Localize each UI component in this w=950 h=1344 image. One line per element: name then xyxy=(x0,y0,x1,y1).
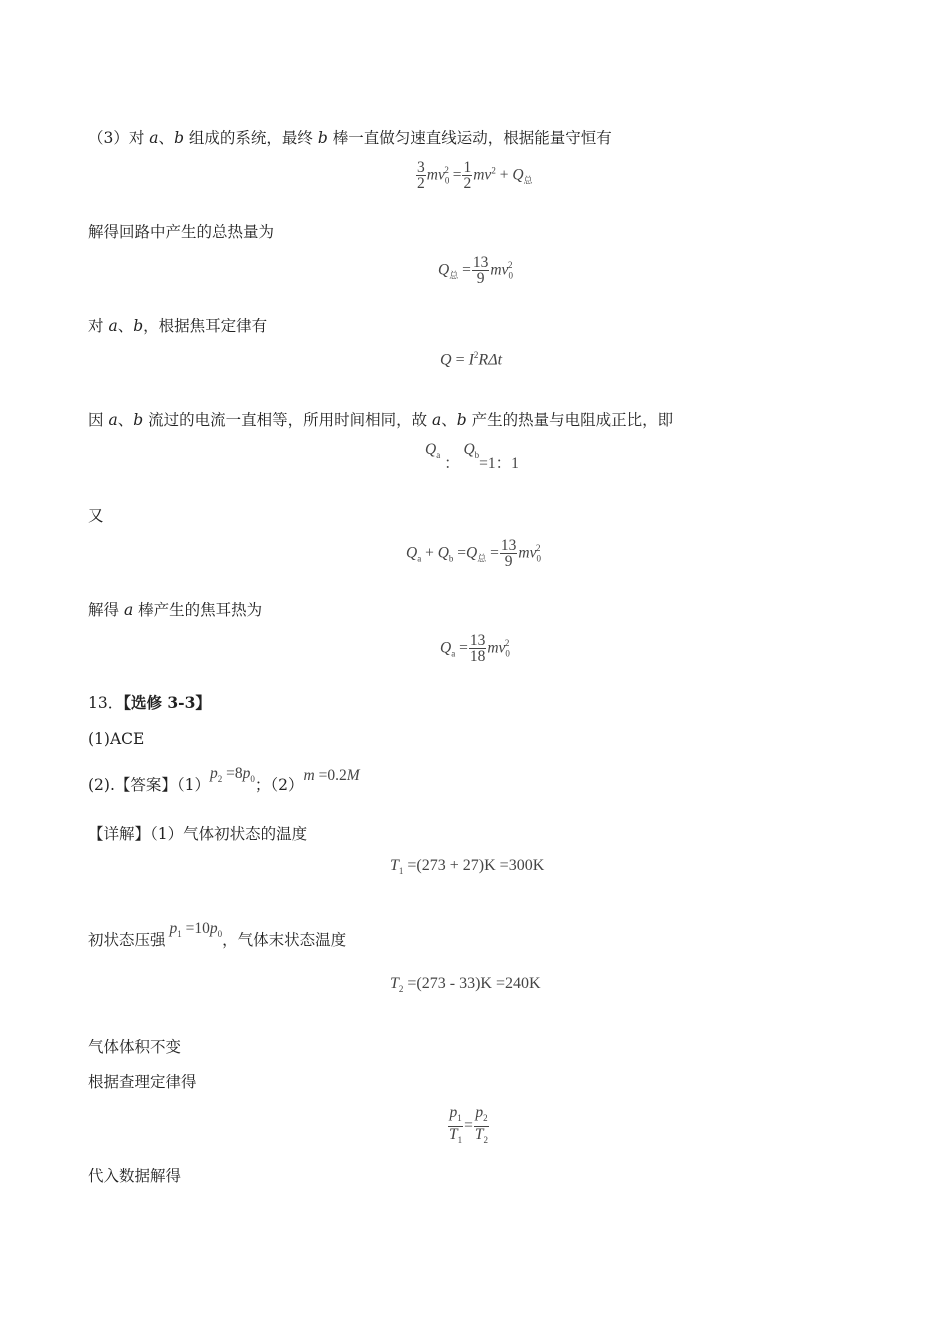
var-a: a xyxy=(108,411,118,429)
sub: 0 xyxy=(250,774,255,785)
paragraph-joule-law xyxy=(88,316,267,336)
var-m: m xyxy=(490,261,502,279)
text: 、 xyxy=(117,411,134,429)
fraction xyxy=(416,160,426,192)
var-b: b xyxy=(133,317,144,335)
sub: 2 xyxy=(217,774,223,785)
sub: 1 xyxy=(177,929,182,940)
equation-ratio xyxy=(425,441,519,472)
var-m: m xyxy=(473,166,485,184)
var-p: p xyxy=(242,765,251,782)
var-T: T xyxy=(449,1126,458,1144)
var-Q: Q xyxy=(440,351,452,369)
math-m xyxy=(304,767,360,784)
sub: 1 xyxy=(398,866,404,877)
text: (2).【答案】（1） xyxy=(88,776,210,794)
eq-sign: = xyxy=(486,544,499,562)
math-p2 xyxy=(210,765,255,785)
numerator xyxy=(474,1105,488,1127)
var-T: T xyxy=(390,975,399,992)
eq-sign: = xyxy=(451,351,469,369)
text: 因 xyxy=(88,411,109,429)
eq-sign: = xyxy=(464,1117,473,1135)
sub: a xyxy=(451,648,456,659)
var-M: M xyxy=(346,767,360,784)
text: 组成的系统，最终 xyxy=(184,129,318,147)
text: 流过的电流一直相等，所用时间相同，故 xyxy=(143,411,432,429)
eq-sign: = xyxy=(453,544,467,562)
text: ，根据焦耳定律有 xyxy=(143,317,268,335)
sup: 2 xyxy=(535,543,541,554)
paragraph-total-heat: 解得回路中产生的总热量为 xyxy=(88,223,275,241)
var-Q: Q xyxy=(463,441,475,458)
sub: b xyxy=(448,553,454,564)
section-heading xyxy=(88,693,211,713)
sup: 2 xyxy=(473,350,479,360)
var-dt: Δt xyxy=(488,351,503,369)
var-m: m xyxy=(426,166,438,184)
fraction xyxy=(472,255,490,287)
equation-energy xyxy=(415,160,533,192)
eq-sign: =10 xyxy=(181,920,210,937)
sub: b xyxy=(474,450,480,461)
paragraph-initial-pressure xyxy=(88,920,347,956)
math-p1 xyxy=(169,920,223,940)
var-b: b xyxy=(456,411,467,429)
answer-part2 xyxy=(88,765,360,801)
var-v: v xyxy=(437,166,445,184)
var-v: v xyxy=(484,166,492,184)
numerator: 1 xyxy=(463,159,472,176)
sup: 2 xyxy=(491,165,496,176)
var-p: p xyxy=(210,765,218,782)
sub: a xyxy=(417,553,422,564)
var-I: I xyxy=(468,351,474,369)
text: 产生的热量与电阻成正比，即 xyxy=(466,411,674,429)
numerator: 13 xyxy=(469,632,486,649)
question-number: 13． xyxy=(88,694,124,712)
text: ，气体末状态温度 xyxy=(222,931,347,949)
var-Q: Q xyxy=(512,166,524,184)
var-v: v xyxy=(498,639,506,657)
equation-charles xyxy=(447,1105,490,1148)
equation-joule xyxy=(440,350,502,369)
text: 对 xyxy=(88,317,109,335)
var-T: T xyxy=(390,857,399,874)
text: （3）对 xyxy=(88,129,150,147)
var-p: p xyxy=(209,920,218,937)
sub: 1 xyxy=(457,1135,463,1146)
var-Q: Q xyxy=(466,544,478,562)
colon: ： xyxy=(444,455,460,472)
var-m: m xyxy=(303,767,315,784)
answer-part1: (1)ACE xyxy=(88,730,145,748)
sub: 2 xyxy=(483,1135,488,1146)
plus-sign: + xyxy=(421,544,438,562)
ratio-value: =1：1 xyxy=(479,455,519,472)
var-p: p xyxy=(475,1104,484,1121)
sub: 1 xyxy=(457,1113,462,1124)
denominator: 9 xyxy=(476,270,485,287)
eq-sign: = xyxy=(458,261,471,279)
text: 棒产生的焦耳热为 xyxy=(133,601,263,619)
eq-sign: =0.2 xyxy=(314,767,347,784)
expression: =(273 + 27)K =300K xyxy=(403,857,545,874)
text: 、 xyxy=(117,317,134,335)
sub: 总 xyxy=(477,553,487,564)
var-b: b xyxy=(133,411,144,429)
numerator: 13 xyxy=(472,254,489,271)
paragraph-joule-a xyxy=(88,600,262,620)
sub: 总 xyxy=(523,175,533,186)
var-Q: Q xyxy=(437,544,449,562)
equation-sum-heat xyxy=(406,538,540,570)
equation-t1 xyxy=(390,857,544,876)
equation-qa xyxy=(440,633,509,665)
equation-total-heat xyxy=(438,255,512,287)
denominator xyxy=(474,1127,489,1148)
numerator: 3 xyxy=(417,159,425,176)
fraction xyxy=(462,160,472,192)
equation-t2 xyxy=(390,975,541,994)
paragraph-proportional xyxy=(88,410,673,430)
var-Q: Q xyxy=(425,441,437,458)
sup: 2 xyxy=(504,638,510,649)
sub: 2 xyxy=(398,984,404,995)
numerator xyxy=(448,1105,462,1127)
var-b: b xyxy=(317,129,328,147)
paragraph-energy-conservation xyxy=(88,128,612,148)
paragraph-charles-law: 根据查理定律得 xyxy=(88,1073,197,1091)
fraction xyxy=(448,1105,463,1148)
denominator: 9 xyxy=(504,553,513,570)
var-b: b xyxy=(174,129,184,147)
numerator: 13 xyxy=(500,537,517,554)
var-a: a xyxy=(108,317,118,335)
eq-sign: = xyxy=(448,166,462,184)
denominator: 18 xyxy=(469,648,486,665)
paragraph-substitute: 代入数据解得 xyxy=(88,1167,182,1185)
var-Q: Q xyxy=(438,261,450,279)
sub: 0 xyxy=(505,648,510,659)
denominator: 2 xyxy=(417,175,425,192)
text: ；（2） xyxy=(254,776,304,794)
text: 解得 xyxy=(88,601,124,619)
sub: 0 xyxy=(217,929,223,940)
text: 、 xyxy=(158,129,175,147)
sup: 2 xyxy=(507,260,513,271)
plus-sign: + xyxy=(495,166,513,184)
var-Q: Q xyxy=(440,639,452,657)
fraction xyxy=(469,633,487,665)
paragraph-also: 又 xyxy=(88,507,104,525)
var-a: a xyxy=(432,411,442,429)
paragraph-volume: 气体体积不变 xyxy=(88,1038,182,1056)
text: 、 xyxy=(441,411,457,429)
sub: 0 xyxy=(508,270,513,281)
denominator: 2 xyxy=(463,175,472,192)
section-title: 【选修 3-3】 xyxy=(123,693,211,712)
paragraph-detail: 【详解】（1）气体初状态的温度 xyxy=(88,825,308,843)
eq-sign: = xyxy=(455,639,468,657)
var-p: p xyxy=(449,1104,458,1121)
var-m: m xyxy=(487,639,499,657)
sub: 0 xyxy=(536,553,541,564)
var-T: T xyxy=(474,1126,484,1144)
fraction xyxy=(474,1105,489,1148)
eq-sign: =8 xyxy=(222,765,243,782)
fraction xyxy=(500,538,518,570)
sub: a xyxy=(436,450,441,461)
text: 棒一直做匀速直线运动，根据能量守恒有 xyxy=(327,129,612,147)
expression: =(273 - 33)K =240K xyxy=(403,975,541,992)
text: 初状态压强 xyxy=(88,931,166,949)
var-p: p xyxy=(169,920,178,937)
sub: 0 xyxy=(444,175,450,186)
sub: 2 xyxy=(483,1113,488,1124)
sup: 2 xyxy=(444,165,449,176)
var-R: R xyxy=(478,351,489,369)
var-a: a xyxy=(149,129,159,147)
var-a: a xyxy=(123,601,134,619)
denominator xyxy=(448,1127,463,1148)
sub: 总 xyxy=(449,270,459,281)
var-Q: Q xyxy=(406,544,418,562)
var-m: m xyxy=(518,544,530,562)
var-v: v xyxy=(501,261,509,279)
var-v: v xyxy=(529,544,537,562)
